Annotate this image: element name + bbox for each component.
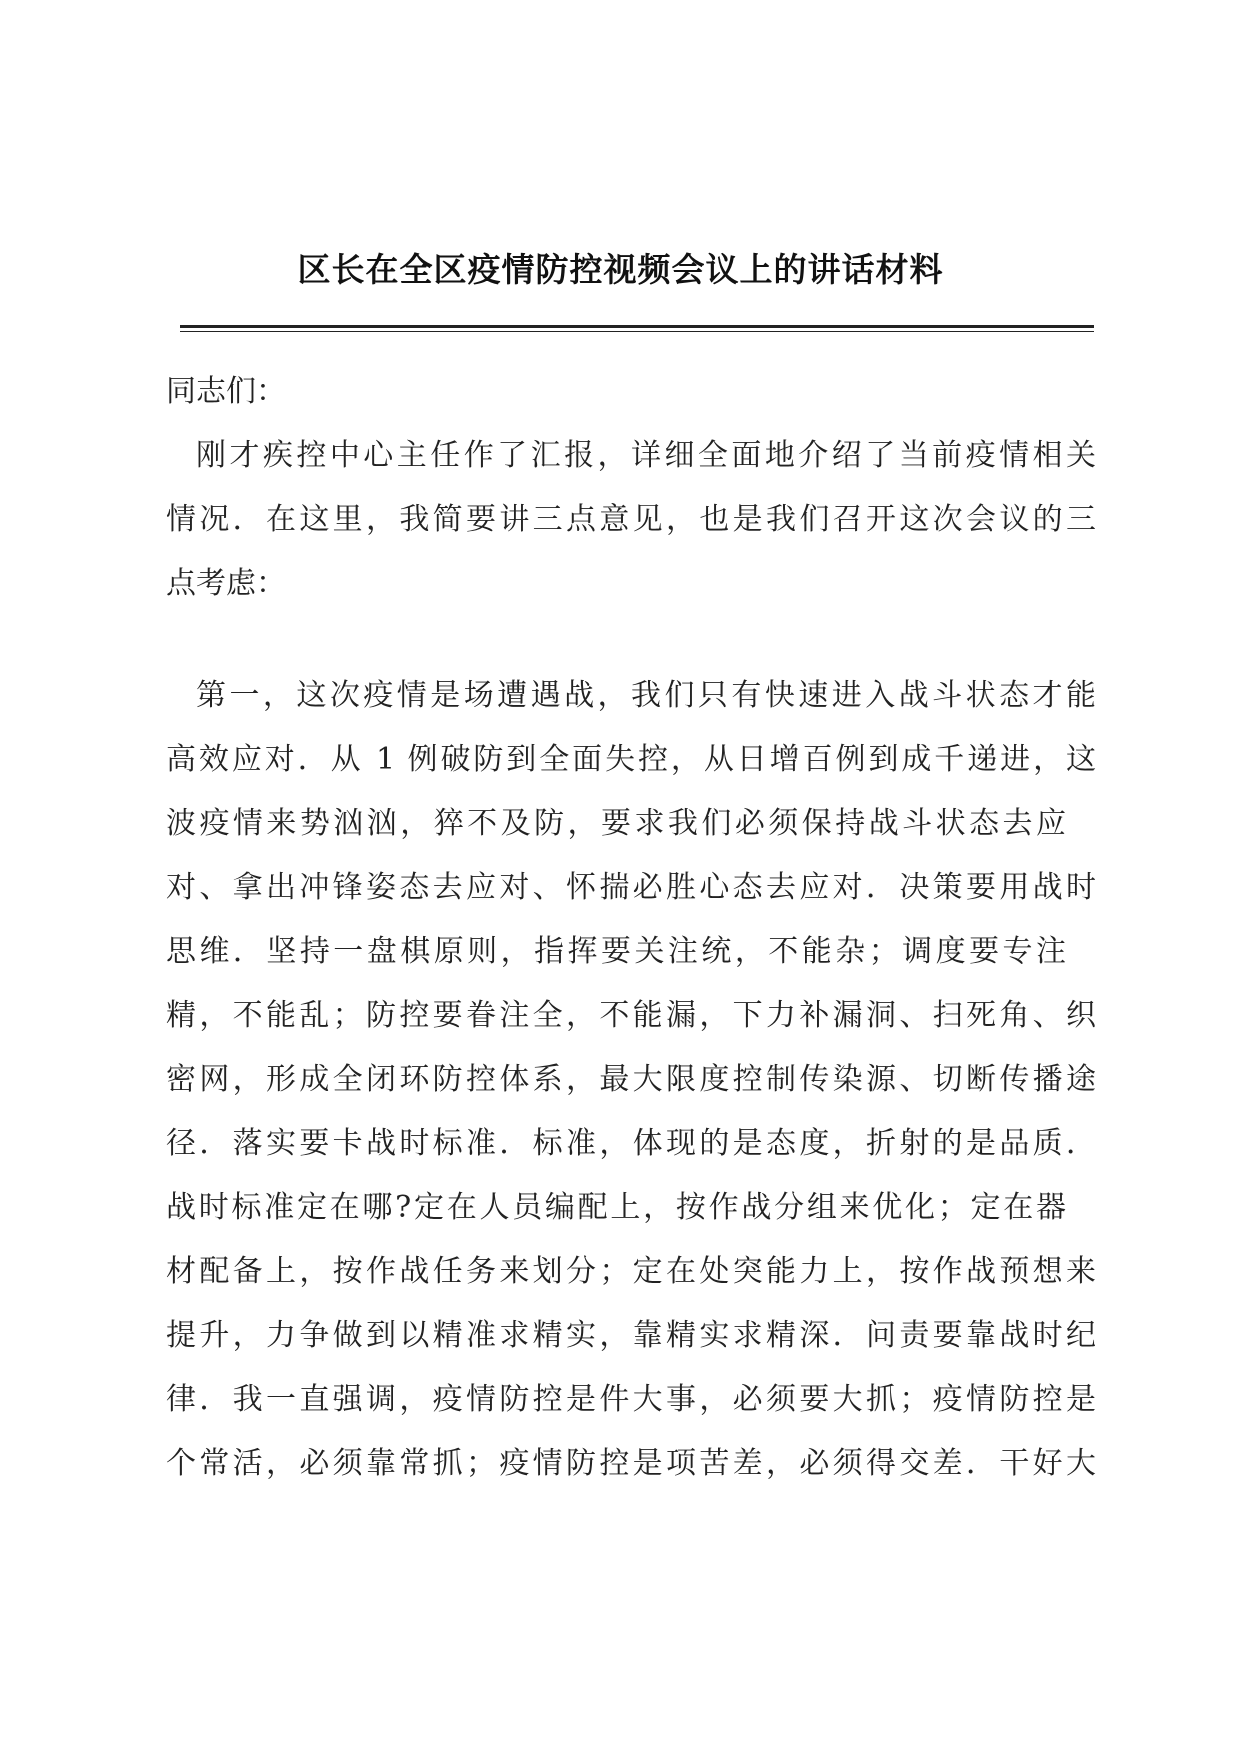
paragraph-2-line: 高效应对．从 1 例破防到全面失控，从日增百例到成千递进，这 xyxy=(166,742,1096,777)
paragraph-2-line: 精，不能乱；防控要眷注全，不能漏，下力补漏洞、扫死角、织 xyxy=(166,998,1096,1033)
paragraph-2 xyxy=(166,664,1096,1496)
paragraph-2-line: 密网，形成全闭环防控体系，最大限度控制传染源、切断传播途 xyxy=(166,1062,1096,1097)
greeting-block xyxy=(166,360,1096,424)
paragraph-1-line: 刚才疾控中心主任作了汇报，详细全面地介绍了当前疫情相关 xyxy=(196,438,1096,473)
paragraph-2-line: 个常活，必须靠常抓；疫情防控是项苦差，必须得交差．干好大 xyxy=(166,1446,1096,1481)
paragraph-1 xyxy=(166,424,1096,616)
paragraph-1-line: 情况．在这里，我简要讲三点意见，也是我们召开这次会议的三 xyxy=(166,502,1096,537)
paragraph-2-line: 战时标准定在哪?定在人员编配上，按作战分组来优化；定在器 xyxy=(166,1190,1066,1225)
paragraph-1-line: 点考虑： xyxy=(166,566,286,601)
paragraph-2-line: 径．落实要卡战时标准．标准，体现的是态度，折射的是品质． xyxy=(166,1126,1096,1161)
paragraph-2-line: 律．我一直强调，疫情防控是件大事，必须要大抓；疫情防控是 xyxy=(166,1382,1096,1417)
paragraph-2-line: 波疫情来势汹汹，猝不及防，要求我们必须保持战斗状态去应 xyxy=(166,806,1066,841)
paragraph-2-line: 第一，这次疫情是场遭遇战，我们只有快速进入战斗状态才能 xyxy=(196,678,1096,713)
greeting-line: 同志们： xyxy=(166,374,286,409)
title-divider-thin xyxy=(180,331,1094,332)
document-title: 区长在全区疫情防控视频会议上的讲话材料 xyxy=(297,250,944,289)
paragraph-2-line: 思维．坚持一盘棋原则，指挥要关注统，不能杂；调度要专注 xyxy=(166,934,1066,969)
paragraph-2-line: 提升，力争做到以精准求精实，靠精实求精深．问责要靠战时纪 xyxy=(166,1318,1096,1353)
paragraph-2-line: 材配备上，按作战任务来划分；定在处突能力上，按作战预想来 xyxy=(166,1254,1096,1289)
paragraph-2-line: 对、拿出冲锋姿态去应对、怀揣必胜心态去应对．决策要用战时 xyxy=(166,870,1096,905)
title-divider-thick xyxy=(180,325,1094,328)
